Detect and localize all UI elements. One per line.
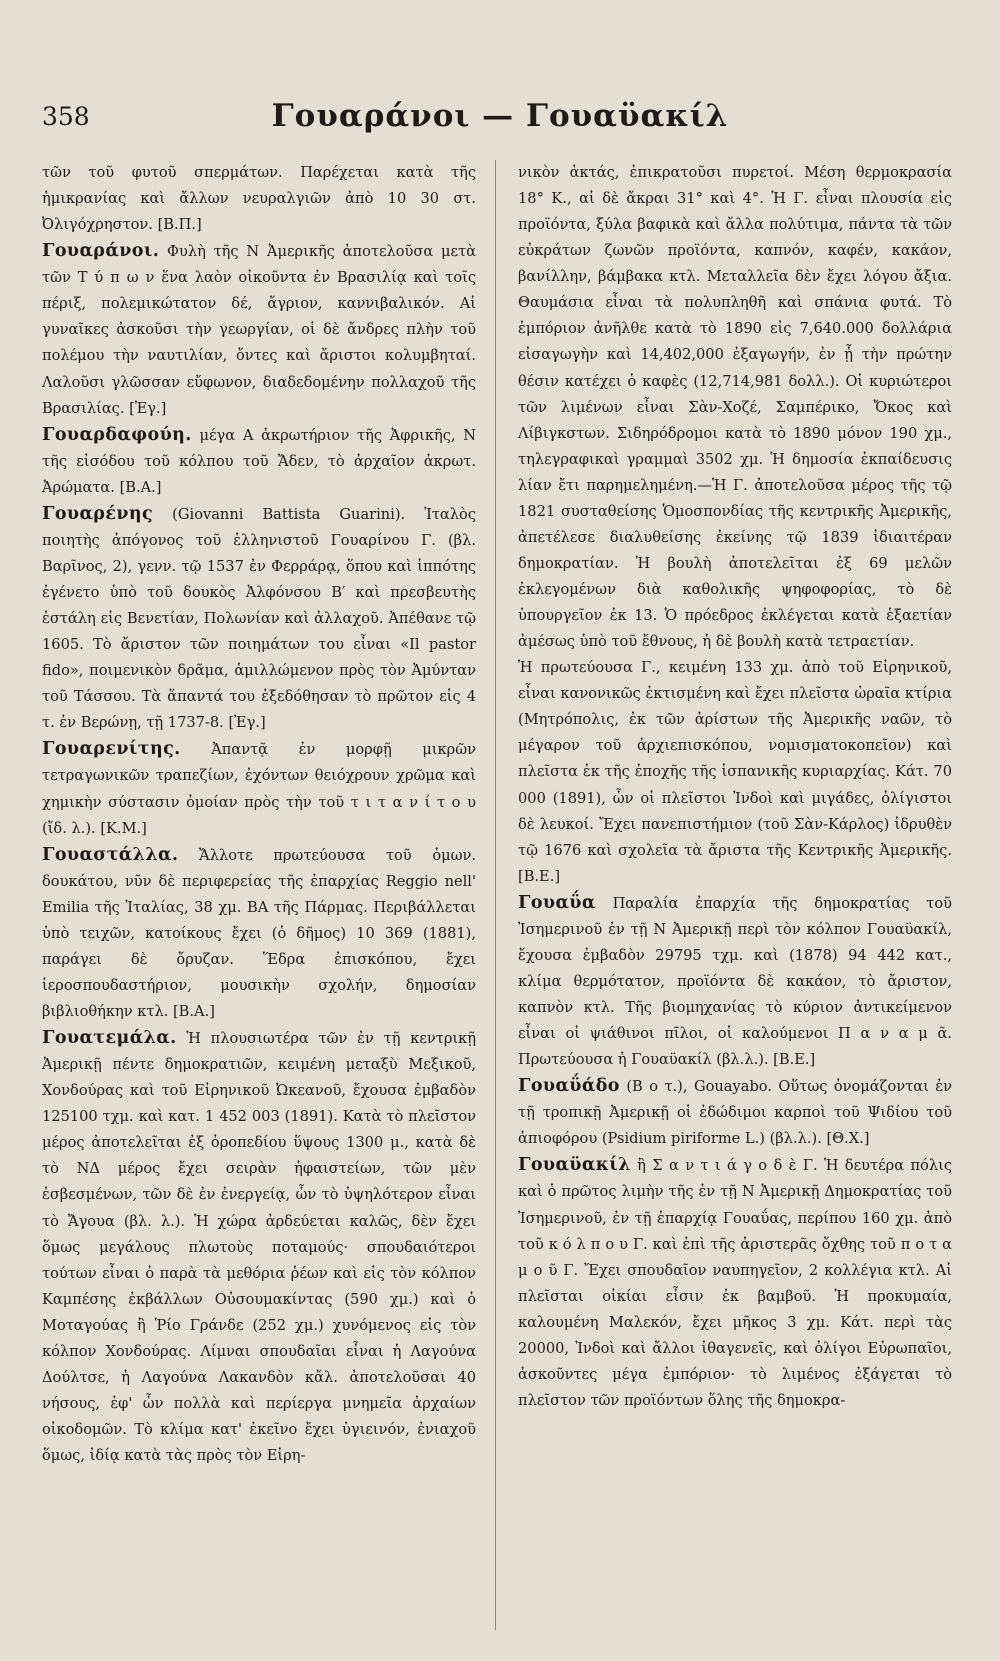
page-number: 358 [42, 102, 90, 131]
dictionary-entry [518, 655, 952, 890]
running-head: Γουαράνοι — Γουαϋακίλ [271, 98, 729, 134]
entry-headword: Γουαρδαφούη. [42, 424, 192, 445]
entry-text: Ἄλλοτε πρωτεύουσα τοῦ ὁμων. δουκάτου, νῦν δὲ περιφερείας τῆς ἐπαρχίας Reggio nell' Emilia τῆς Ἰταλίας, 38 χμ. ΒΑ τῆς Πάρμας. Περιβάλλεται ὑπὸ τειχῶν, κατοίκους ἔχει (ὁ δῆμος) 10 369 (1881), παράγει δὲ ὄρυζαν. Ἕδρα ἐπισκόπου, ἔχει ἱεροσπουδαστήριον, μουσικὴν σχολήν, δημοσίαν βιβλιοθήκην κτλ. [Β.Α.] [42, 846, 476, 1020]
dictionary-entry [42, 422, 476, 501]
dictionary-entry [518, 890, 952, 1073]
dictionary-entry [518, 1152, 952, 1414]
entry-headword: Γουαστάλλα. [42, 844, 179, 865]
dictionary-entry [42, 736, 476, 841]
entry-text: (Giovanni Battista Guarini). Ἰταλὸς ποιητὴς ἀπόγονος τοῦ ἑλληνιστοῦ Γουαρίνου Γ. (βλ. Βαρῖνος, 2), γενν. τῷ 1537 ἐν Φερράρᾳ, ὅπου καὶ ἱππότης ἐγένετο ὑπὸ τοῦ δουκὸς Ἀλφόνσου Β′ καὶ πρεσβευτὴς ἐστάλη εἰς Βενετίαν, Πολωνίαν καὶ ἀλλαχοῦ. Ἀπέθανε τῷ 1605. Τὸ ἄριστον τῶν ποιημάτων του εἶναι «Il pastor fido», ποιμενικὸν δρᾶμα, ἁμιλλώμενον πρὸς τὸν Ἀμύνταν τοῦ Τάσσου. Τὰ ἅπαντά του ἐξεδόθησαν τὸ πρῶτον εἰς 4 τ. ἐν Βερώνῃ, τῇ 1737-8. [Ἐγ.] [42, 505, 476, 732]
dictionary-entry [518, 1073, 952, 1152]
dictionary-entry [42, 501, 476, 737]
column-divider [495, 160, 496, 1630]
entry-text: Ἡ πρωτεύουσα Γ., κειμένη 133 χμ. ἀπὸ τοῦ Εἰρηνικοῦ, εἶναι κανονικῶς ἐκτισμένη καὶ ἔχει πλεῖστα ὡραῖα κτίρια (Μητρόπολις, ἐκ τῶν ἀρίστων τῆς Ἀμερικῆς ναῶν, τὸ μέγαρον τοῦ ἀρχιεπισκόπου, νομισματοκοπεῖον) καὶ πλεῖστα ἐκ τῆς ἐποχῆς τῆς ἱσπανικῆς κυριαρχίας. Κάτ. 70 000 (1891), ὧν οἱ πλεῖστοι Ἰνδοὶ καὶ μιγάδες, ὀλίγιστοι δὲ λευκοί. Ἔχει πανεπιστήμιον (τοῦ Σὰν-Κάρλος) ἱδρυθὲν τῷ 1676 καὶ σχολεῖα τὰ ἄριστα τῆς Κεντρικῆς Ἀμερικῆς. [Β.Ε.] [518, 659, 952, 885]
dictionary-entry [42, 160, 476, 238]
page-header [42, 98, 958, 142]
right-column [518, 160, 952, 1414]
entry-text: Ἡ πλουσιωτέρα τῶν ἐν τῇ κεντρικῇ Ἀμερικῇ πέντε δημοκρατιῶν, κειμένη μεταξὺ Μεξικοῦ, Χονδούρας καὶ τοῦ Εἰρηνικοῦ Ὠκεανοῦ, ἔχουσα ἐμβαδὸν 125100 τχμ. καὶ κατ. 1 452 003 (1891). Κατὰ τὸ πλεῖστον μέρος ἀποτελεῖται ἐξ ὀροπεδίου ὕψους 1300 μ., κατὰ δὲ τὸ ΝΔ μέρος ἔχει σειρὰν ἡφαιστείων, τῶν μὲν ἐσβεσμένων, τῶν δὲ ἐν ἐνεργείᾳ, ὧν τὸ ὑψηλότερον εἶναι τὸ Ἄγουα (βλ. λ.). Ἡ χώρα ἀρδεύεται καλῶς, δὲν ἔχει ὅμως μεγάλους πλωτοὺς ποταμούς· σπουδαιότεροι τούτων εἶναι ὁ παρὰ τὰ μεθόρια ῥέων καὶ εἰς τὸν κόλπον Καμπέσης ἐκβάλλων Οὐσουμακίντας (590 χμ.) καὶ ὁ Μοταγούας ἢ Ῥίο Γράνδε (252 χμ.) χυνόμενος εἰς τὸν κόλπον Χονδούρας. Λίμναι σπουδαῖαι εἶναι ἡ Λαγούνα Δούλτσε, ἡ Λαγούνα Λακανδὸν κἄλ. ἀποτελοῦσαι 40 νήσους, ἐφ' ὧν πολλὰ καὶ περίεργα μνημεῖα ἀρχαίων οἰκοδομῶν. Τὸ κλίμα κατ' ἐκεῖνο ἔχει ὑγιεινόν, ἐνιαχοῦ ὅμως, ἰδίᾳ κατὰ τὰς πρὸς τὸν Εἰρη- [42, 1030, 476, 1465]
entry-text: Παραλία ἐπαρχία τῆς δημοκρατίας τοῦ Ἰσημερινοῦ ἐν τῇ Ν Ἀμερικῇ περὶ τὸν κόλπον Γουαϋακίλ, ἔχουσα ἐμβαδὸν 29795 τχμ. καὶ (1878) 94 442 κατ., κλίμα θερμότατον, προϊόντα δὲ κακάον, τὸ ἄριστον, καπνὸν κτλ. Τῆς βιομηχανίας τὸ κύριον ἀντικείμενον εἶναι οἱ ψιάθινοι πῖλοι, οἱ καλούμενοι Π α ν α μ ᾶ. Πρωτεύουσα ἡ Γουαϋακίλ (βλ.λ.). [Β.Ε.] [518, 894, 953, 1069]
entry-text: νικὸν ἀκτάς, ἐπικρατοῦσι πυρετοί. Μέση θερμοκρασία 18° Κ., αἱ δὲ ἄκραι 31° καὶ 4°. Ἡ Γ. εἶναι πλουσία εἰς προϊόντα, ξύλα βαφικὰ καὶ ἄλλα πολύτιμα, πάντα τὰ τῶν εὐκράτων ζωνῶν προϊόντα, καπνόν, καφέν, κακάον, βανίλλην, βάμβακα κτλ. Μεταλλεῖα δὲν ἔχει λόγου ἄξια. Θαυμάσια εἶναι τὰ πολυπληθῆ καὶ σπάνια φυτά. Τὸ ἐμπόριον ἀνῆλθε κατὰ τὸ 1890 εἰς 7,640.000 δολλάρια εἰσαγωγὴν καὶ 14,402,000 ἐξαγωγήν, ἐν ᾗ τὴν πρώτην θέσιν κατέχει ὁ καφὲς (12,714,981 δολλ.). Οἱ κυριώτεροι τῶν λιμένων εἶναι Σὰν-Χοζέ, Σαμπέρικο, Ὄκος καὶ Λίβιγκστων. Σιδηρόδρομοι κατὰ τὸ 1890 μόνον 190 χμ., τηλεγραφικαὶ γραμμαὶ 3502 χμ. Ἡ δημοσία ἐκπαίδευσις λίαν ἔτι παρημελημένη.—Ἡ Γ. ἀποτελοῦσα μέρος τῆς τῷ 1821 συσταθείσης Ὁμοσπονδίας τῆς κεντρικῆς Ἀμερικῆς, ἀπετέλεσε διαλυθείσης ἐκείνης τῷ 1839 ἰδιαιτέραν δημοκρατίαν. Ἡ βουλὴ ἀποτελεῖται ἐξ 69 μελῶν ἐκλεγομένων διὰ καθολικῆς ψηφοφορίας, τὸ δὲ ὑπουργεῖον ἐκ 13. Ὁ πρόεδρος ἐκλέγεται κατὰ ἑξαετίαν ἀμέσως ὑπὸ τοῦ ἔθνους, ἡ δὲ βουλὴ κατὰ τετραετίαν. [518, 164, 952, 651]
entry-text: τῶν τοῦ φυτοῦ σπερμάτων. Παρέχεται κατὰ τῆς ἡμικρανίας καὶ ἄλλων νευραλγιῶν ἀπὸ 10 30 στ. Ὀλιγόχρηστον. [Β.Π.] [42, 164, 476, 234]
entry-headword: Γουαϋακίλ [518, 1155, 631, 1176]
entry-headword: Γουαΰα [518, 892, 596, 913]
entry-headword: Γουαράνοι. [42, 241, 160, 262]
entry-headword: Γουαΰάδο [518, 1076, 620, 1097]
dictionary-entry [518, 160, 952, 655]
entry-headword: Γουαρένης [42, 503, 154, 524]
entry-text: Φυλὴ τῆς Ν Ἀμερικῆς ἀποτελοῦσα μετὰ τῶν Τ ύ π ω ν ἕνα λαὸν οἰκοῦντα ἐν Βρασιλίᾳ καὶ τοῖς πέριξ, πολεμικώτατον δέ, ἄγριον, καννιβαλικόν. Αἱ γυναῖκες ἀσκοῦσι τὴν γεωργίαν, οἱ δὲ ἄνδρες πλὴν τοῦ πολέμου τὴν ναυτιλίαν, ὄντες καὶ ἄριστοι κολυμβηταί. Λαλοῦσι γλῶσσαν εὔφωνον, διαδεδομένην πολλαχοῦ τῆς Βρασιλίας. [Ἐγ.] [42, 243, 476, 417]
dictionary-entry [42, 238, 476, 421]
dictionary-entry [42, 842, 476, 1025]
left-column [42, 160, 476, 1469]
entry-text: ἢ Σ α ν τ ι ά γ ο δ ὲ Γ. Ἡ δευτέρα πόλις καὶ ὁ πρῶτος λιμὴν τῆς ἐν τῇ Ν Ἀμερικῇ Δημοκρατίας τοῦ Ἰσημερινοῦ, ἐν τῇ ἐπαρχίᾳ Γουαΰας, περίπου 160 χμ. ἀπὸ τοῦ κ ό λ π ο υ Γ. καὶ ἐπὶ τῆς ἀριστερᾶς ὄχθης τοῦ π ο τ α μ ο ῦ Γ. Ἔχει σπουδαῖον ναυπηγεῖον, 2 κολλέγια κτλ. Αἱ πλεῖσται οἰκίαι εἶσιν ἐκ βαμβοῦ. Ἡ προκυμαία, καλουμένη Μαλεκόν, ἔχει μῆκος 3 χμ. Κάτ. περὶ τὰς 20000, Ἰνδοὶ καὶ ἄλλοι ἰθαγενεῖς, καὶ ὀλίγοι Εὐρωπαῖοι, ἀσκοῦντες μέγα ἐμπόριον· τὸ λιμένος ἐξάγεται τὸ πλεῖστον τῶν προϊόντων ὅλης τῆς δημοκρα- [518, 1157, 952, 1409]
entry-headword: Γουαρενίτης. [42, 739, 181, 760]
entry-text: Ἀπαντᾷ ἐν μορφῇ μικρῶν τετραγωνικῶν τραπεζίων, ἐχόντων θειόχρουν χρῶμα καὶ χημικὴν σύστασιν ὁμοίαν πρὸς τὴν τοῦ τ ι τ α ν ί τ ο υ (ἴδ. λ.). [Κ.Μ.] [42, 741, 476, 837]
entry-text: (Β ο τ.), Gouayabo. Οὕτως ὀνομάζονται ἐν τῇ τροπικῇ Ἀμερικῇ οἱ ἐδώδιμοι καρποὶ τοῦ Ψιδίου τοῦ ἀπιοφόρου (Psidium piriforme L.) (βλ.λ.). [Θ.Χ.] [518, 1078, 953, 1148]
entry-text: μέγα Α ἀκρωτήριον τῆς Ἀφρικῆς, Ν τῆς εἰσόδου τοῦ κόλπου τοῦ Ἄδεν, τὸ ἀρχαῖον ἀκρωτ. Ἀρώματα. [Β.Α.] [42, 426, 476, 496]
entry-headword: Γουατεμάλα. [42, 1028, 177, 1049]
dictionary-entry [42, 1025, 476, 1469]
